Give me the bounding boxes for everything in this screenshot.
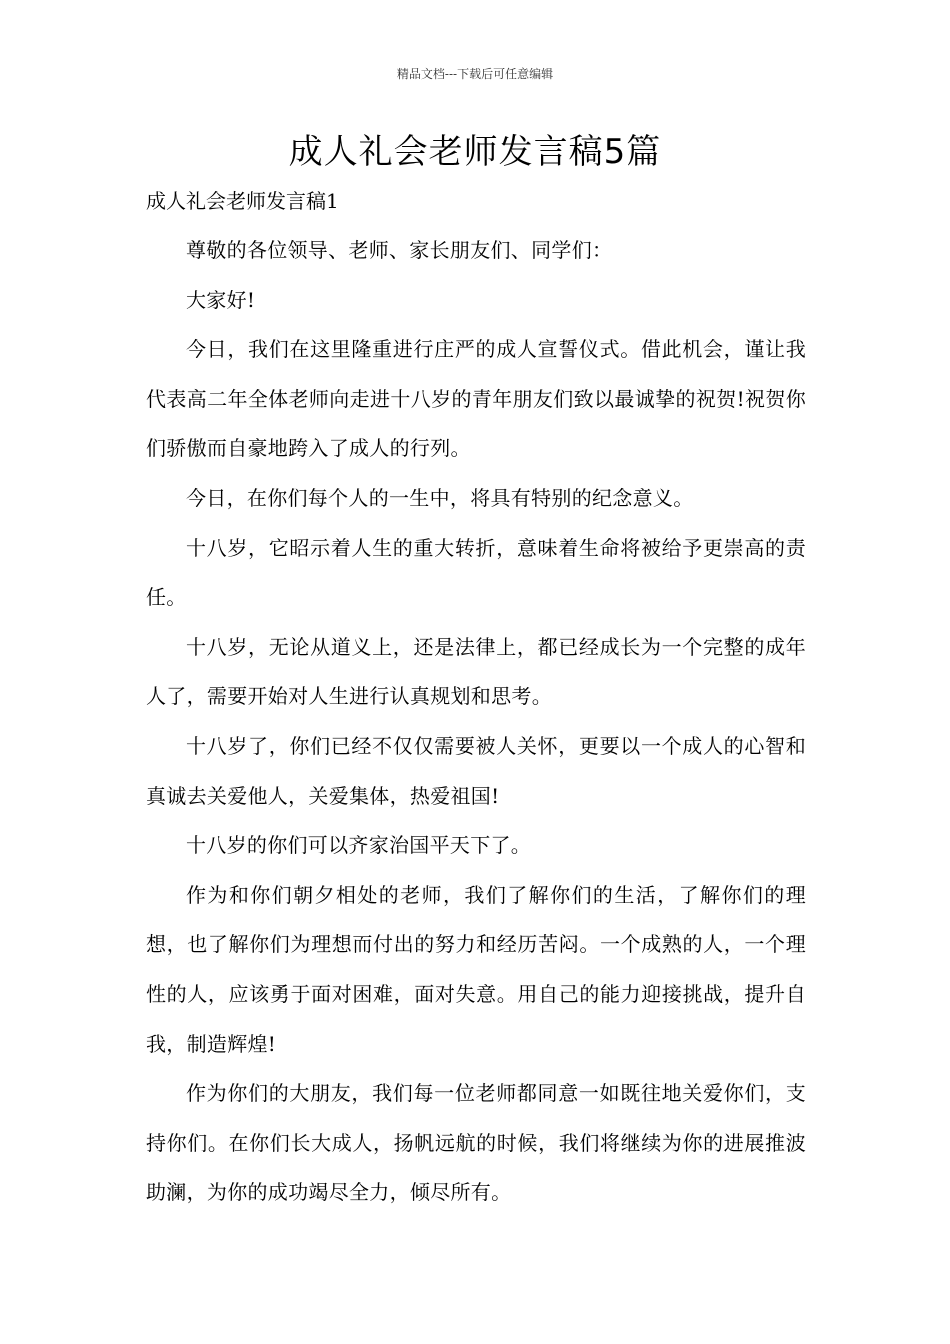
paragraph: 作为和你们朝夕相处的老师，我们了解你们的生活，了解你们的理想，也了解你们为理想而付出的努力和经历苦闷。一个成熟的人，一个理性的人，应该勇于面对困难，面对失意。用自己的能力迎接挑战，提升自我，制造辉煌! (146, 882, 806, 1056)
document-title: 成人礼会老师发言稿5篇 (288, 132, 662, 172)
paragraph: 今日，在你们每个人的一生中，将具有特别的纪念意义。 (186, 485, 694, 510)
header-note: 精品文档---下载后可任意编辑 (396, 67, 554, 81)
paragraph: 作为你们的大朋友，我们每一位老师都同意一如既往地关爱你们，支持你们。在你们长大成人，扬帆远航的时候，我们将继续为你的进展推波助澜，为你的成功竭尽全力，倾尽所有。 (146, 1081, 806, 1205)
paragraph: 大家好! (186, 287, 256, 312)
section-subtitle: 成人礼会老师发言稿1 (146, 189, 339, 213)
paragraph: 尊敬的各位领导、老师、家长朋友们、同学们： (186, 238, 613, 262)
paragraph: 十八岁，它昭示着人生的重大转折，意味着生命将被给予更崇高的责任。 (146, 535, 806, 610)
paragraph: 十八岁了，你们已经不仅仅需要被人关怀，更要以一个成人的心智和真诚去关爱他人，关爱集体，热爱祖国! (146, 733, 806, 808)
document-body (146, 176, 806, 1218)
paragraph: 十八岁的你们可以齐家治国平天下了。 (186, 833, 532, 858)
paragraph: 十八岁，无论从道义上，还是法律上，都已经成长为一个完整的成年人了，需要开始对人生进行认真规划和思考。 (146, 634, 806, 709)
paragraph: 今日，我们在这里隆重进行庄严的成人宣誓仪式。借此机会，谨让我代表高二年全体老师向走进十八岁的青年朋友们致以最诚挚的祝贺!祝贺你们骄傲而自豪地跨入了成人的行列。 (146, 337, 806, 461)
